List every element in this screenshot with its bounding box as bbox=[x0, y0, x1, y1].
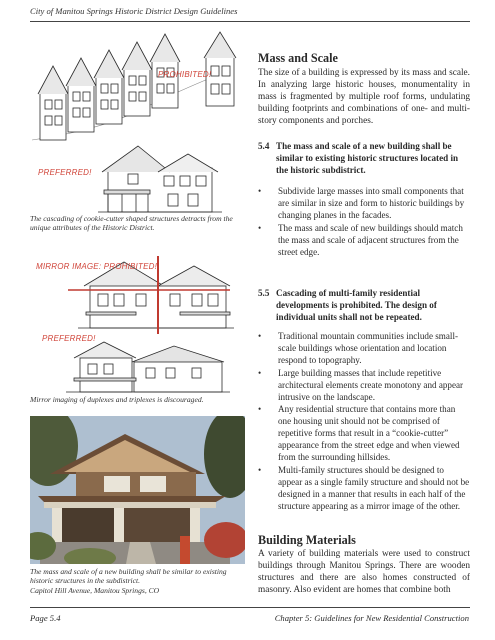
cookie-cutter-illustration bbox=[30, 30, 245, 215]
photo-caption-line-3: Capitol Hill Avenue, Manitou Springs, CO bbox=[30, 585, 160, 595]
bullet-text: Multi-family structures should be designed to appear as a single family structure and should not be designed in a manner that results in each half of the structure appearing as a mirror image of the other. bbox=[278, 464, 470, 511]
mass-and-scale-intro: The size of a building is expressed by its mass and scale. In analyzing large historic houses, monumentality in mass is fragmented by multiple roof forms, undulating building footprints and combinations of one- and multi-story components and porches. bbox=[258, 68, 470, 127]
list-item: • Any residential structure that contains more than one housing unit should not be comprised of repetitive forms that result in a “cookie-cutter” appearance from the street edge and when viewed from the surrounding hillsides. bbox=[258, 404, 460, 463]
bullet-text: Any residential structure that contains more than one housing unit should not be comprised of repetitive forms that result in a “cookie-cutter” appearance from the street edge and when viewed from the surrounding hillsides. bbox=[278, 404, 460, 463]
building-materials-heading: Building Materials bbox=[258, 533, 356, 547]
prohibited-label: PROHIBITED! bbox=[158, 70, 212, 79]
house-photo-illustration bbox=[30, 416, 245, 564]
running-header: City of Manitou Springs Historic District Design Guidelines bbox=[30, 6, 238, 16]
figure-caption-cookie-cutter: The cascading of cookie-cutter shaped structures detracts from the unique attributes of the Historic District. bbox=[30, 214, 233, 233]
footer-chapter-title: Chapter 5: Guidelines for New Residential Construction bbox=[274, 613, 469, 623]
guideline-5-4-bullets bbox=[258, 186, 470, 258]
figure-mirror-image bbox=[30, 246, 245, 394]
guideline-5-5-number: 5.5 bbox=[258, 288, 270, 298]
mass-and-scale-heading: Mass and Scale bbox=[258, 51, 338, 65]
figure-caption-photo bbox=[30, 567, 258, 595]
bullet-text: Subdivide large masses into small components that are similar in size and form to historic buildings by changing planes in the facades. bbox=[278, 186, 465, 220]
footer-page-number: Page 5.4 bbox=[30, 613, 61, 623]
mirror-prohibited-label: MIRROR IMAGE: PROHIBITED! bbox=[36, 262, 158, 271]
list-item: • Traditional mountain communities include small-scale buildings whose orientation and location respond to topography. bbox=[258, 331, 459, 365]
photo-caption-line-2: historic structures in the subdistrict. bbox=[30, 576, 141, 586]
figure-caption-mirror: Mirror imaging of duplexes and triplexes is discouraged. bbox=[30, 395, 204, 404]
bullet-text: Large building masses that include repetitive architectural elements create monotony and appear intrusive on the landscape. bbox=[278, 367, 464, 402]
preferred-label: PREFERRED! bbox=[38, 168, 92, 177]
footer-rule bbox=[30, 607, 470, 608]
bullet-text: Traditional mountain communities include small-scale buildings whose orientation and location respond to topography. bbox=[278, 331, 459, 365]
guideline-5-5-bullets bbox=[258, 331, 470, 513]
guideline-5-5-text: Cascading of multi-family residential developments is prohibited. The design of individual units shall not be repeated. bbox=[276, 288, 437, 322]
photo-capitol-hill-house bbox=[30, 416, 245, 564]
guideline-5-4-number: 5.4 bbox=[258, 141, 270, 151]
list-item: • Multi-family structures should be designed to appear as a single family structure and should not be designed in a manner that results in each half of the structure appearing as a mirror image of the other. bbox=[258, 464, 470, 511]
photo-caption-line-1: The mass and scale of a new building shall be similar to existing bbox=[30, 567, 227, 576]
figure-cookie-cutter bbox=[30, 30, 245, 215]
guideline-5-4 bbox=[258, 140, 470, 176]
guideline-5-4-text: The mass and scale of a new building shall be similar to existing historic structures located in the historic subdistrict. bbox=[276, 141, 459, 175]
guideline-5-5 bbox=[258, 287, 470, 323]
mirror-preferred-label: PREFERRED! bbox=[42, 334, 96, 343]
list-item: • Large building masses that include repetitive architectural elements create monotony and appear intrusive on the landscape. bbox=[258, 367, 464, 402]
list-item: • Subdivide large masses into small components that are similar in size and form to historic buildings by changing planes in the facades. bbox=[258, 186, 465, 220]
list-item: • The mass and scale of new buildings should match the mass and scale of adjacent structures from the street edge. bbox=[258, 222, 463, 257]
header-rule bbox=[30, 21, 470, 22]
building-materials-text: A variety of building materials were used to construct buildings through Manitou Springs. There are wooden structures and there are also homes constructed of masonry. Also evident are homes that combine both bbox=[258, 549, 470, 596]
bullet-text: The mass and scale of new buildings should match the mass and scale of adjacent structures from the street edge. bbox=[278, 222, 463, 257]
